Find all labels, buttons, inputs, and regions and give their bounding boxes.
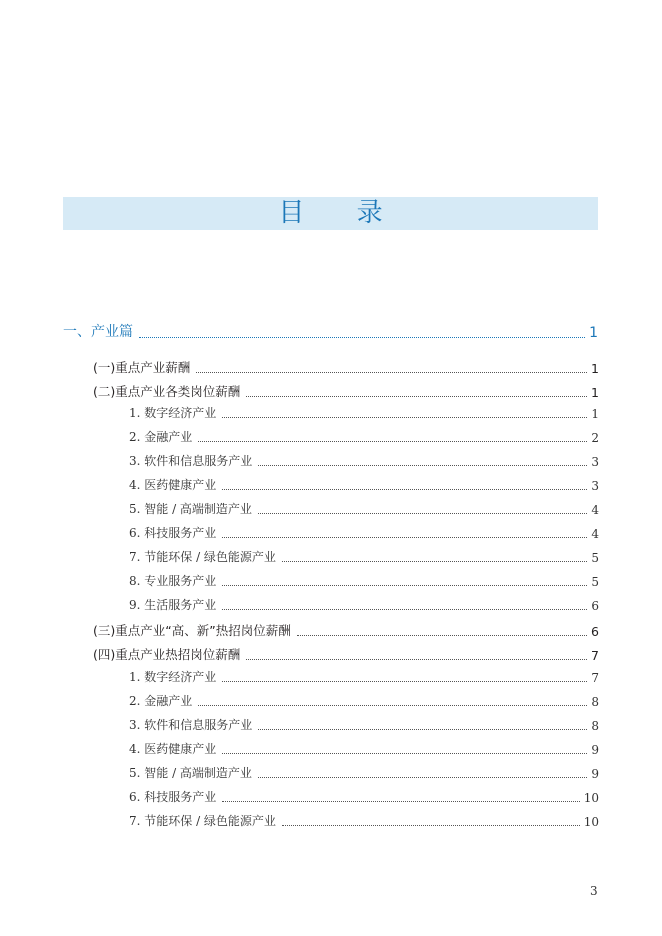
toc-entry-label: 7. 节能环保 / 绿色能源产业: [129, 814, 276, 828]
dot-leader: [258, 729, 587, 730]
toc-entry-label: 1. 数字经济产业: [129, 670, 217, 684]
dot-leader: [258, 777, 587, 778]
dot-leader: [258, 465, 587, 466]
dot-leader: [222, 489, 587, 490]
toc-entry[interactable]: [129, 404, 599, 421]
toc-entry-page: 10: [583, 815, 599, 829]
toc-entry[interactable]: [129, 812, 599, 829]
toc-entry[interactable]: [63, 321, 598, 341]
dot-leader: [222, 417, 587, 418]
toc-entry[interactable]: [129, 548, 599, 565]
dot-leader: [198, 705, 587, 706]
toc-entry-page: 4: [591, 503, 599, 517]
dot-leader: [222, 537, 587, 538]
toc-entry-page: 5: [591, 575, 599, 589]
toc-entry-page: 5: [591, 551, 599, 565]
toc-entry[interactable]: [129, 740, 599, 757]
toc-title-band: [63, 197, 598, 230]
toc-entry-page: 3: [591, 479, 599, 493]
dot-leader: [258, 513, 587, 514]
dot-leader: [282, 561, 587, 562]
toc-entry-label: 5. 智能 / 高端制造产业: [129, 502, 252, 516]
toc-entry-label: 3. 软件和信息服务产业: [129, 454, 253, 468]
toc-entry-label: 8. 专业服务产业: [129, 574, 217, 588]
dot-leader: [246, 659, 587, 660]
dot-leader: [222, 585, 587, 586]
toc-entry-page: 4: [591, 527, 599, 541]
toc-entry-page: 7: [591, 671, 599, 685]
toc-entry-label: (三)重点产业“高、新”热招岗位薪酬: [93, 623, 291, 638]
toc-entry[interactable]: [93, 621, 599, 639]
dot-leader: [222, 609, 587, 610]
toc-title: 目 录: [278, 198, 405, 228]
toc-entry-label: 4. 医药健康产业: [129, 478, 217, 492]
toc-entry[interactable]: [129, 692, 599, 709]
toc-entry-page: 7: [591, 648, 599, 663]
toc-entry[interactable]: [129, 764, 599, 781]
toc-entry-label: 2. 金融产业: [129, 430, 193, 444]
toc-entry-page: 1: [589, 325, 598, 341]
dot-leader: [222, 801, 579, 802]
toc-entry[interactable]: [129, 572, 599, 589]
toc-entry[interactable]: [129, 524, 599, 541]
toc-entry[interactable]: [93, 358, 599, 376]
toc-entry-label: 3. 软件和信息服务产业: [129, 718, 253, 732]
toc-entry[interactable]: [93, 645, 599, 663]
toc-entry-label: (四)重点产业热招岗位薪酬: [93, 647, 241, 662]
toc-entry-page: 9: [591, 743, 599, 757]
dot-leader: [282, 825, 580, 826]
toc-entry[interactable]: [129, 596, 599, 613]
toc-entry-label: 9. 生活服务产业: [129, 598, 217, 612]
toc-entry-page: 9: [591, 767, 599, 781]
toc-entry-label: (一)重点产业薪酬: [93, 360, 191, 375]
toc-entry-page: 6: [591, 599, 599, 613]
toc-entry-label: 4. 医药健康产业: [129, 742, 217, 756]
toc-entry-label: 5. 智能 / 高端制造产业: [129, 766, 252, 780]
toc-entry[interactable]: [129, 668, 599, 685]
toc-entry-label: 1. 数字经济产业: [129, 406, 217, 420]
toc-entry[interactable]: [93, 382, 599, 400]
dot-leader: [222, 753, 587, 754]
toc-entry-label: (二)重点产业各类岗位薪酬: [93, 384, 241, 399]
toc-entry-label: 6. 科技服务产业: [129, 790, 217, 804]
toc-entry-label: 6. 科技服务产业: [129, 526, 217, 540]
toc-entry-label: 2. 金融产业: [129, 694, 193, 708]
toc-entry[interactable]: [129, 428, 599, 445]
dot-leader: [198, 441, 587, 442]
toc-entry-label: 一、产业篇: [63, 324, 133, 340]
toc-entry[interactable]: [129, 500, 599, 517]
toc-entry[interactable]: [129, 476, 599, 493]
toc-entry[interactable]: [129, 716, 599, 733]
toc-entry-page: 2: [591, 431, 599, 445]
toc-entry[interactable]: [129, 452, 599, 469]
toc-entry-label: 7. 节能环保 / 绿色能源产业: [129, 550, 276, 564]
toc-entry-page: 3: [591, 455, 599, 469]
dot-leader: [246, 396, 587, 397]
toc-entry[interactable]: [129, 788, 599, 805]
dot-leader: [139, 337, 585, 338]
toc-entry-page: 1: [591, 385, 599, 400]
toc-entry-page: 10: [583, 791, 599, 805]
toc-entry-page: 8: [591, 719, 599, 733]
page-number: 3: [590, 884, 598, 898]
dot-leader: [222, 681, 587, 682]
dot-leader: [297, 635, 587, 636]
toc-entry-page: 6: [591, 624, 599, 639]
dot-leader: [196, 372, 587, 373]
toc-entry-page: 1: [591, 407, 599, 421]
toc-entry-page: 1: [591, 361, 599, 376]
toc-entry-page: 8: [591, 695, 599, 709]
